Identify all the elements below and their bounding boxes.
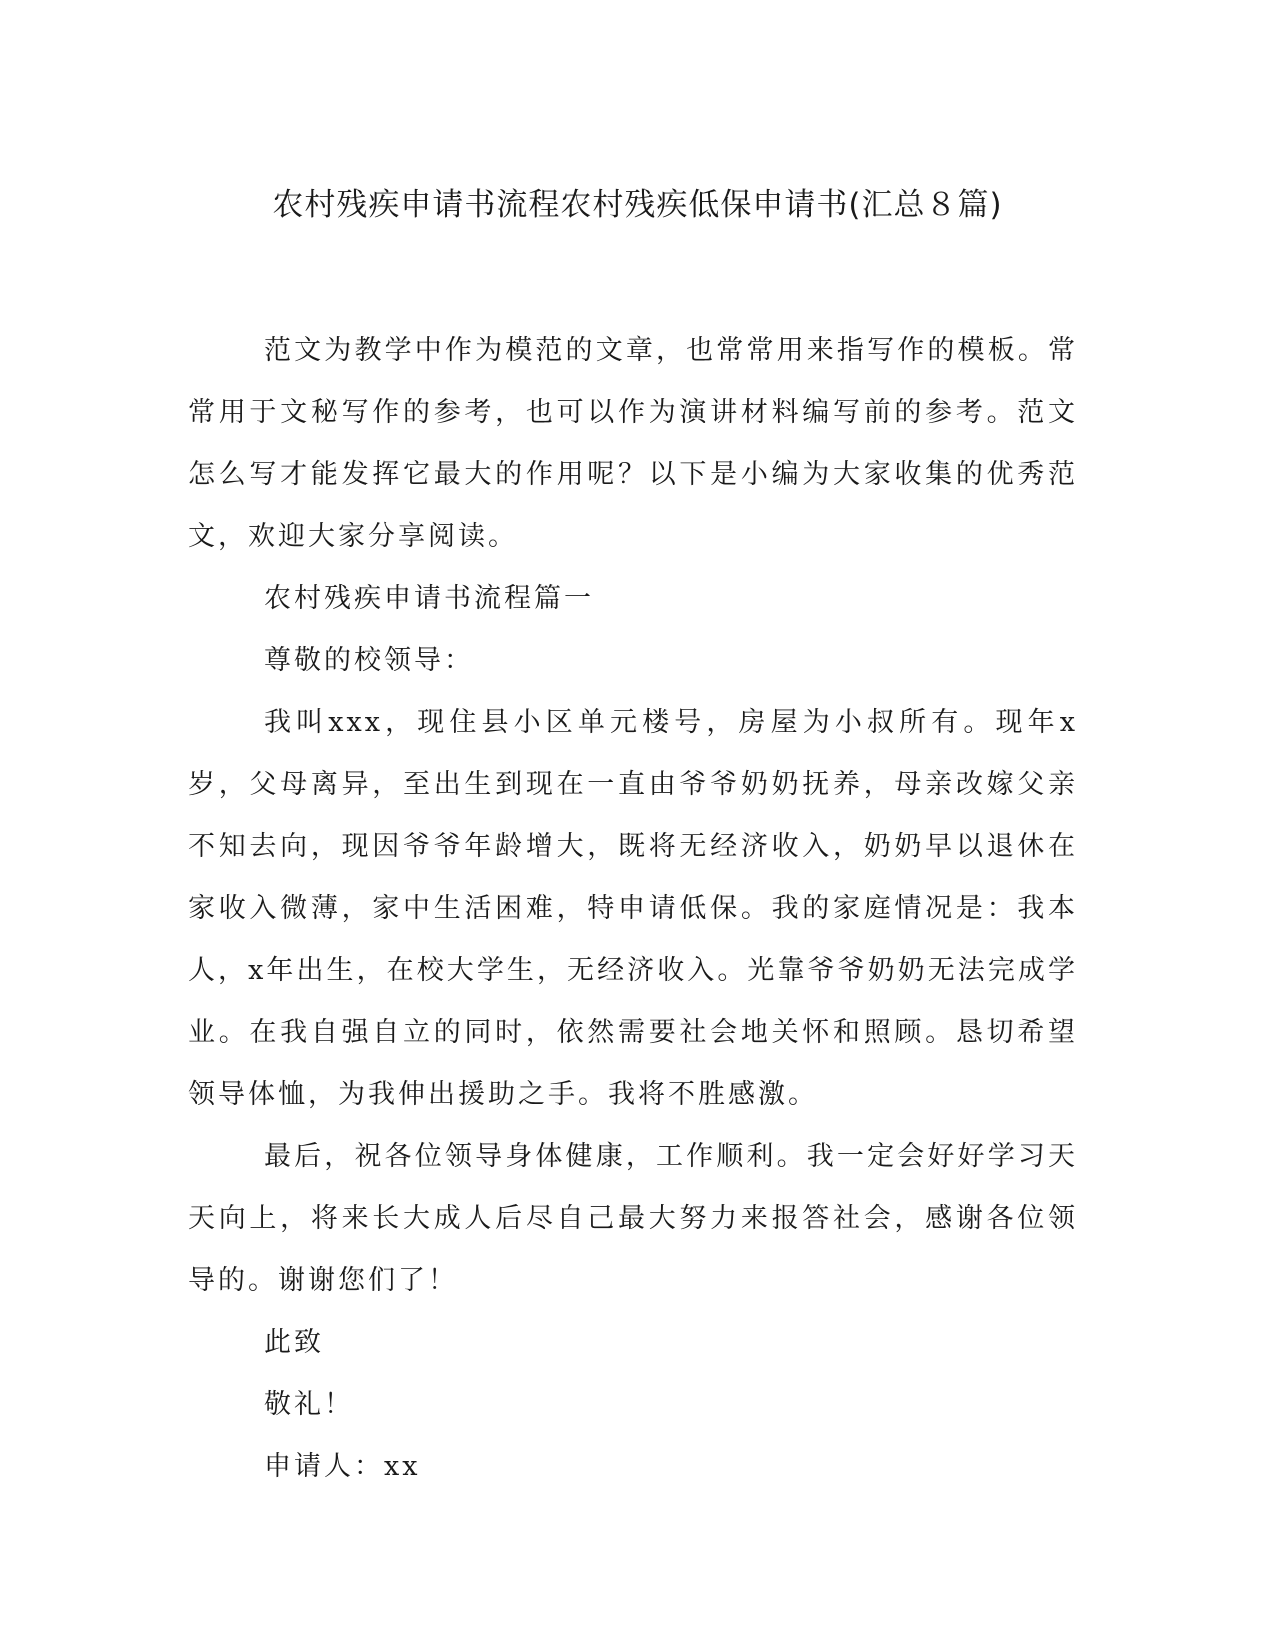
intro-paragraph: 范文为教学中作为模范的文章，也常常用来指写作的模板。常常用于文秘写作的参考，也可以作为演讲材料编写前的参考。范文怎么写才能发挥它最大的作用呢？以下是小编为大家收集的优秀范文，欢迎大家分享阅读。 [188,335,1078,552]
document-body [188,320,1078,1498]
closing-line-1: 此致 [264,1327,324,1358]
section-heading: 农村残疾申请书流程篇一 [264,583,594,614]
body-paragraph-1: 我叫xxx，现住县小区单元楼号，房屋为小叔所有。现年x岁，父母离异，至出生到现在一直由爷爷奶奶抚养，母亲改嫁父亲不知去向，现因爷爷年龄增大，既将无经济收入，奶奶早以退休在家收入微薄，家中生活困难，特申请低保。我的家庭情况是：我本人，x年出生，在校大学生，无经济收入。光靠爷爷奶奶无法完成学业。在我自强自立的同时，依然需要社会地关怀和照顾。恳切希望领导体恤，为我伸出援助之手。我将不胜感激。 [188,707,1078,1110]
salutation: 尊敬的校领导： [264,645,474,676]
document-title: 农村残疾申请书流程农村残疾低保申请书(汇总８篇) [272,187,1003,223]
signature-line: 申请人：xx [264,1451,421,1482]
body-paragraph-2: 最后，祝各位领导身体健康，工作顺利。我一定会好好学习天天向上，将来长大成人后尽自己最大努力来报答社会，感谢各位领导的。谢谢您们了！ [188,1141,1078,1296]
closing-line-2: 敬礼！ [264,1389,354,1420]
